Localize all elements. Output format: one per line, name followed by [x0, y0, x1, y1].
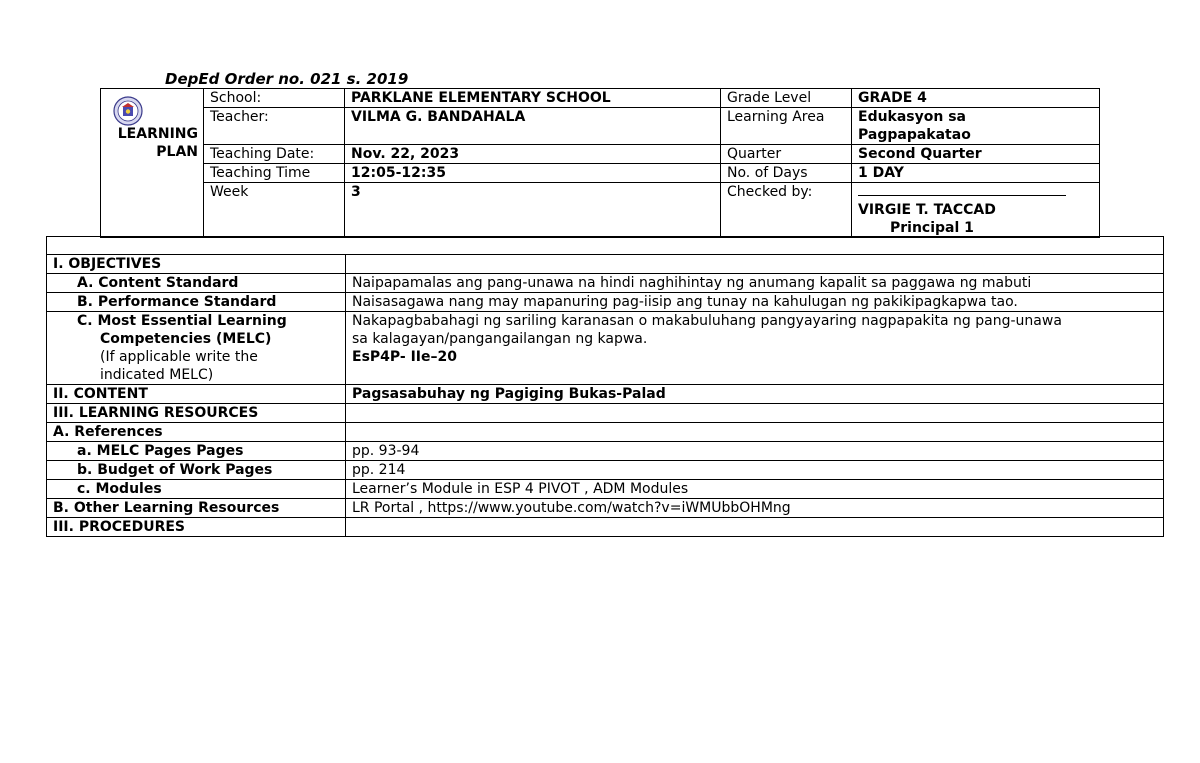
melc-label: [47, 312, 346, 385]
logo-plan-cell: [101, 89, 204, 238]
objectives-section-value: [346, 255, 1164, 274]
budget-of-work-value: pp. 214: [346, 461, 1164, 480]
content-value: Pagsasabuhay ng Pagiging Bukas-Palad: [346, 385, 1164, 404]
checked-by-signature: [852, 183, 1100, 238]
procedures-label: III. PROCEDURES: [47, 518, 346, 537]
teaching-time-label: Teaching Time: [204, 164, 345, 183]
days-value: 1 DAY: [852, 164, 1100, 183]
teacher-value: VILMA G. BANDAHALA: [345, 108, 721, 145]
teacher-label: Teacher:: [204, 108, 345, 145]
performance-standard-value: Naisasagawa nang may mapanuring pag-iisip ang tunay na kahulugan ng pakikipagkapwa tao.: [346, 293, 1164, 312]
school-value: PARKLANE ELEMENTARY SCHOOL: [345, 89, 721, 108]
checked-by-label: Checked by:: [721, 183, 852, 238]
content-standard-value: Naipapamalas ang pang-unawa na hindi naghihintay ng anumang kapalit sa paggawa ng mabuti: [346, 274, 1164, 293]
days-label: No. of Days: [721, 164, 852, 183]
quarter-value: Second Quarter: [852, 145, 1100, 164]
grade-label: Grade Level: [721, 89, 852, 108]
objectives-section-title: I. OBJECTIVES: [47, 255, 346, 274]
budget-of-work-label: b. Budget of Work Pages: [47, 461, 346, 480]
content-standard-label: A. Content Standard: [47, 274, 346, 293]
procedures-value: [346, 518, 1164, 537]
checked-by-name: VIRGIE T. TACCAD: [858, 202, 996, 218]
learning-plan-label: [118, 125, 198, 161]
melc-value-line2: sa kalagayan/pangangailangan ng kapwa.: [352, 331, 648, 347]
teaching-time-value: 12:05-12:35: [345, 164, 721, 183]
melc-note-line1: (If applicable write the: [100, 349, 258, 365]
plan-label-line2: PLAN: [156, 144, 198, 160]
other-resources-label: B. Other Learning Resources: [47, 499, 346, 518]
deped-seal-logo: [113, 96, 143, 126]
melc-value-line1: Nakapagbabahagi ng sariling karanasan o makabuluhang pangyayaring nagpapakita ng pang-unawa: [352, 313, 1062, 329]
week-value: 3: [345, 183, 721, 238]
melc-code: EsP4P- IIe–20: [352, 349, 457, 365]
melc-value: [346, 312, 1164, 385]
deped-order-title: DepEd Order no. 021 s. 2019: [165, 70, 409, 88]
teaching-date-value: Nov. 22, 2023: [345, 145, 721, 164]
melc-note-line2: indicated MELC): [100, 367, 214, 383]
other-resources-value: LR Portal , https://www.youtube.com/watch?v=iWMUbbOHMng: [346, 499, 1164, 518]
melc-label-line2: Competencies (MELC): [100, 331, 272, 347]
learning-area-line2: Pagpapakatao: [858, 127, 971, 143]
melc-pages-label: a. MELC Pages Pages: [47, 442, 346, 461]
objectives-table: [46, 236, 1164, 537]
learning-area-line1: Edukasyon sa: [858, 109, 967, 125]
melc-pages-value: pp. 93-94: [346, 442, 1164, 461]
performance-standard-label: B. Performance Standard: [47, 293, 346, 312]
learning-resources-value: [346, 404, 1164, 423]
grade-value: GRADE 4: [852, 89, 1100, 108]
references-label: A. References: [47, 423, 346, 442]
header-info-table: [100, 88, 1100, 238]
references-value: [346, 423, 1164, 442]
melc-label-line1: C. Most Essential Learning: [77, 313, 287, 329]
learning-resources-label: III. LEARNING RESOURCES: [47, 404, 346, 423]
learning-area-value: [852, 108, 1100, 145]
quarter-label: Quarter: [721, 145, 852, 164]
signature-line: [858, 183, 1066, 196]
modules-value: Learner’s Module in ESP 4 PIVOT , ADM Modules: [346, 480, 1164, 499]
spacer-row: [47, 237, 1164, 255]
plan-label-line1: LEARNING: [117, 126, 198, 142]
modules-label: c. Modules: [47, 480, 346, 499]
checked-by-title: Principal 1: [890, 220, 974, 236]
content-label: II. CONTENT: [47, 385, 346, 404]
teaching-date-label: Teaching Date:: [204, 145, 345, 164]
learning-area-label: Learning Area: [721, 108, 852, 145]
school-label: School:: [204, 89, 345, 108]
week-label: Week: [204, 183, 345, 238]
